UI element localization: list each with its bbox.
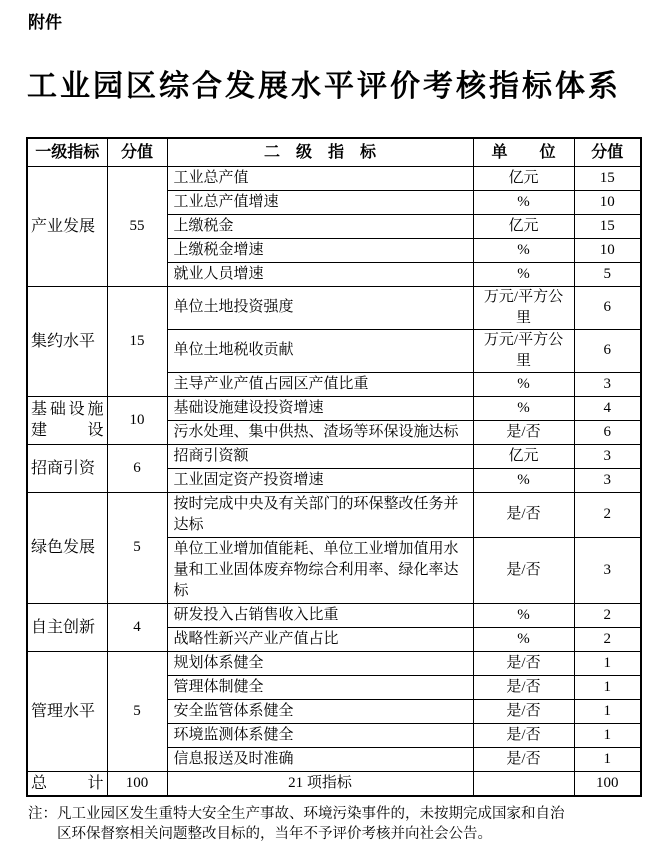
total-unit-cell xyxy=(473,771,574,796)
score-cell: 6 xyxy=(574,286,641,329)
group-label-cell: 集约水平 xyxy=(27,286,107,396)
score-cell: 6 xyxy=(574,420,641,444)
unit-cell: 是/否 xyxy=(473,675,574,699)
score-cell: 10 xyxy=(574,238,641,262)
group-label-cell: 自主创新 xyxy=(27,603,107,651)
indicator-row xyxy=(27,492,641,537)
secondary-indicator-cell: 单位土地税收贡献 xyxy=(167,329,473,372)
total-row-body xyxy=(27,771,641,796)
unit-cell: % xyxy=(473,468,574,492)
secondary-indicator-cell: 信息报送及时准确 xyxy=(167,747,473,771)
indicator-row xyxy=(27,166,641,190)
group-label-cell: 管理水平 xyxy=(27,651,107,771)
indicator-row xyxy=(27,396,641,420)
secondary-indicator-cell: 工业总产值 xyxy=(167,166,473,190)
score-cell: 3 xyxy=(574,372,641,396)
unit-cell: 是/否 xyxy=(473,492,574,537)
secondary-indicator-cell: 战略性新兴产业产值占比 xyxy=(167,627,473,651)
total-label: 总计 xyxy=(31,774,104,792)
unit-cell: % xyxy=(473,262,574,286)
indicator-row xyxy=(27,651,641,675)
secondary-indicator-cell: 招商引资额 xyxy=(167,444,473,468)
score-cell: 2 xyxy=(574,627,641,651)
page-title: 工业园区综合发展水平评价考核指标体系 xyxy=(27,70,621,103)
unit-cell: 万元/平方公里 xyxy=(473,286,574,329)
score-cell: 3 xyxy=(574,444,641,468)
secondary-indicator-cell: 工业总产值增速 xyxy=(167,190,473,214)
header-level1-indicator: 一级指标 xyxy=(27,138,107,166)
score-cell: 1 xyxy=(574,723,641,747)
unit-cell: 是/否 xyxy=(473,699,574,723)
score-cell: 4 xyxy=(574,396,641,420)
group-label-cell: 绿色发展 xyxy=(27,492,107,603)
group-score-cell: 4 xyxy=(107,603,167,651)
secondary-indicator-cell: 污水处理、集中供热、渣场等环保设施达标 xyxy=(167,420,473,444)
unit-cell: 万元/平方公里 xyxy=(473,329,574,372)
score-cell: 10 xyxy=(574,190,641,214)
score-cell: 15 xyxy=(574,214,641,238)
secondary-indicator-cell: 单位土地投资强度 xyxy=(167,286,473,329)
group-label-cell: 招商引资 xyxy=(27,444,107,492)
secondary-indicator-cell: 按时完成中央及有关部门的环保整改任务并达标 xyxy=(167,492,473,537)
unit-cell: % xyxy=(473,372,574,396)
table-header-row xyxy=(27,138,641,166)
score-cell: 2 xyxy=(574,603,641,627)
total-score-cell: 100 xyxy=(107,771,167,796)
unit-cell: % xyxy=(473,190,574,214)
score-cell: 2 xyxy=(574,492,641,537)
secondary-indicator-cell: 工业固定资产投资增速 xyxy=(167,468,473,492)
header-unit: 单 位 xyxy=(473,138,574,166)
header-score-right: 分值 xyxy=(574,138,641,166)
score-cell: 5 xyxy=(574,262,641,286)
unit-cell: 是/否 xyxy=(473,420,574,444)
total-score-right-cell: 100 xyxy=(574,771,641,796)
unit-cell: 亿元 xyxy=(473,166,574,190)
score-cell: 15 xyxy=(574,166,641,190)
group-score-cell: 5 xyxy=(107,651,167,771)
unit-cell: % xyxy=(473,396,574,420)
footnote-prefix: 注： xyxy=(28,806,57,822)
secondary-indicator-cell: 研发投入占销售收入比重 xyxy=(167,603,473,627)
secondary-indicator-cell: 上缴税金 xyxy=(167,214,473,238)
total-row xyxy=(27,771,641,796)
header-score-left: 分值 xyxy=(107,138,167,166)
footnote-text: 凡工业园区发生重特大安全生产事故、环境污染事件的，未按期完成国家和自治区环保督察相关问题整改目标的，当年不予评价考核并向社会公告。 xyxy=(57,806,565,842)
total-label-cell xyxy=(27,771,107,796)
secondary-indicator-cell: 环境监测体系健全 xyxy=(167,723,473,747)
secondary-indicator-cell: 单位工业增加值能耗、单位工业增加值用水量和工业固体废弃物综合利用率、绿化率达标 xyxy=(167,537,473,603)
indicator-row xyxy=(27,444,641,468)
group-score-cell: 55 xyxy=(107,166,167,286)
group-label-cell: 产业发展 xyxy=(27,166,107,286)
secondary-indicator-cell: 就业人员增速 xyxy=(167,262,473,286)
group-label-cell: 基础设施 建设 xyxy=(27,396,107,444)
unit-cell: 是/否 xyxy=(473,651,574,675)
secondary-indicator-cell: 主导产业产值占园区产值比重 xyxy=(167,372,473,396)
secondary-indicator-cell: 基础设施建设投资增速 xyxy=(167,396,473,420)
unit-cell: 是/否 xyxy=(473,747,574,771)
unit-cell: % xyxy=(473,603,574,627)
unit-cell: 是/否 xyxy=(473,537,574,603)
unit-cell: % xyxy=(473,238,574,262)
group-score-cell: 6 xyxy=(107,444,167,492)
unit-cell: 亿元 xyxy=(473,214,574,238)
score-cell: 3 xyxy=(574,468,641,492)
attachment-label: 附件 xyxy=(28,13,62,32)
score-cell: 6 xyxy=(574,329,641,372)
score-cell: 1 xyxy=(574,651,641,675)
secondary-indicator-cell: 规划体系健全 xyxy=(167,651,473,675)
unit-cell: 是/否 xyxy=(473,723,574,747)
indicator-row xyxy=(27,286,641,329)
score-cell: 1 xyxy=(574,747,641,771)
score-cell: 1 xyxy=(574,699,641,723)
indicator-rows-body xyxy=(27,166,641,771)
secondary-indicator-cell: 管理体制健全 xyxy=(167,675,473,699)
unit-cell: 亿元 xyxy=(473,444,574,468)
score-cell: 3 xyxy=(574,537,641,603)
unit-cell: % xyxy=(473,627,574,651)
indicator-table xyxy=(26,137,642,797)
secondary-indicator-cell: 安全监管体系健全 xyxy=(167,699,473,723)
indicator-row xyxy=(27,603,641,627)
score-cell: 1 xyxy=(574,675,641,699)
secondary-indicator-cell: 上缴税金增速 xyxy=(167,238,473,262)
total-summary-cell: 21 项指标 xyxy=(167,771,473,796)
header-level2-indicator: 二 级 指 标 xyxy=(167,138,473,166)
group-score-cell: 5 xyxy=(107,492,167,603)
group-score-cell: 10 xyxy=(107,396,167,444)
footnote xyxy=(28,804,648,844)
group-score-cell: 15 xyxy=(107,286,167,396)
